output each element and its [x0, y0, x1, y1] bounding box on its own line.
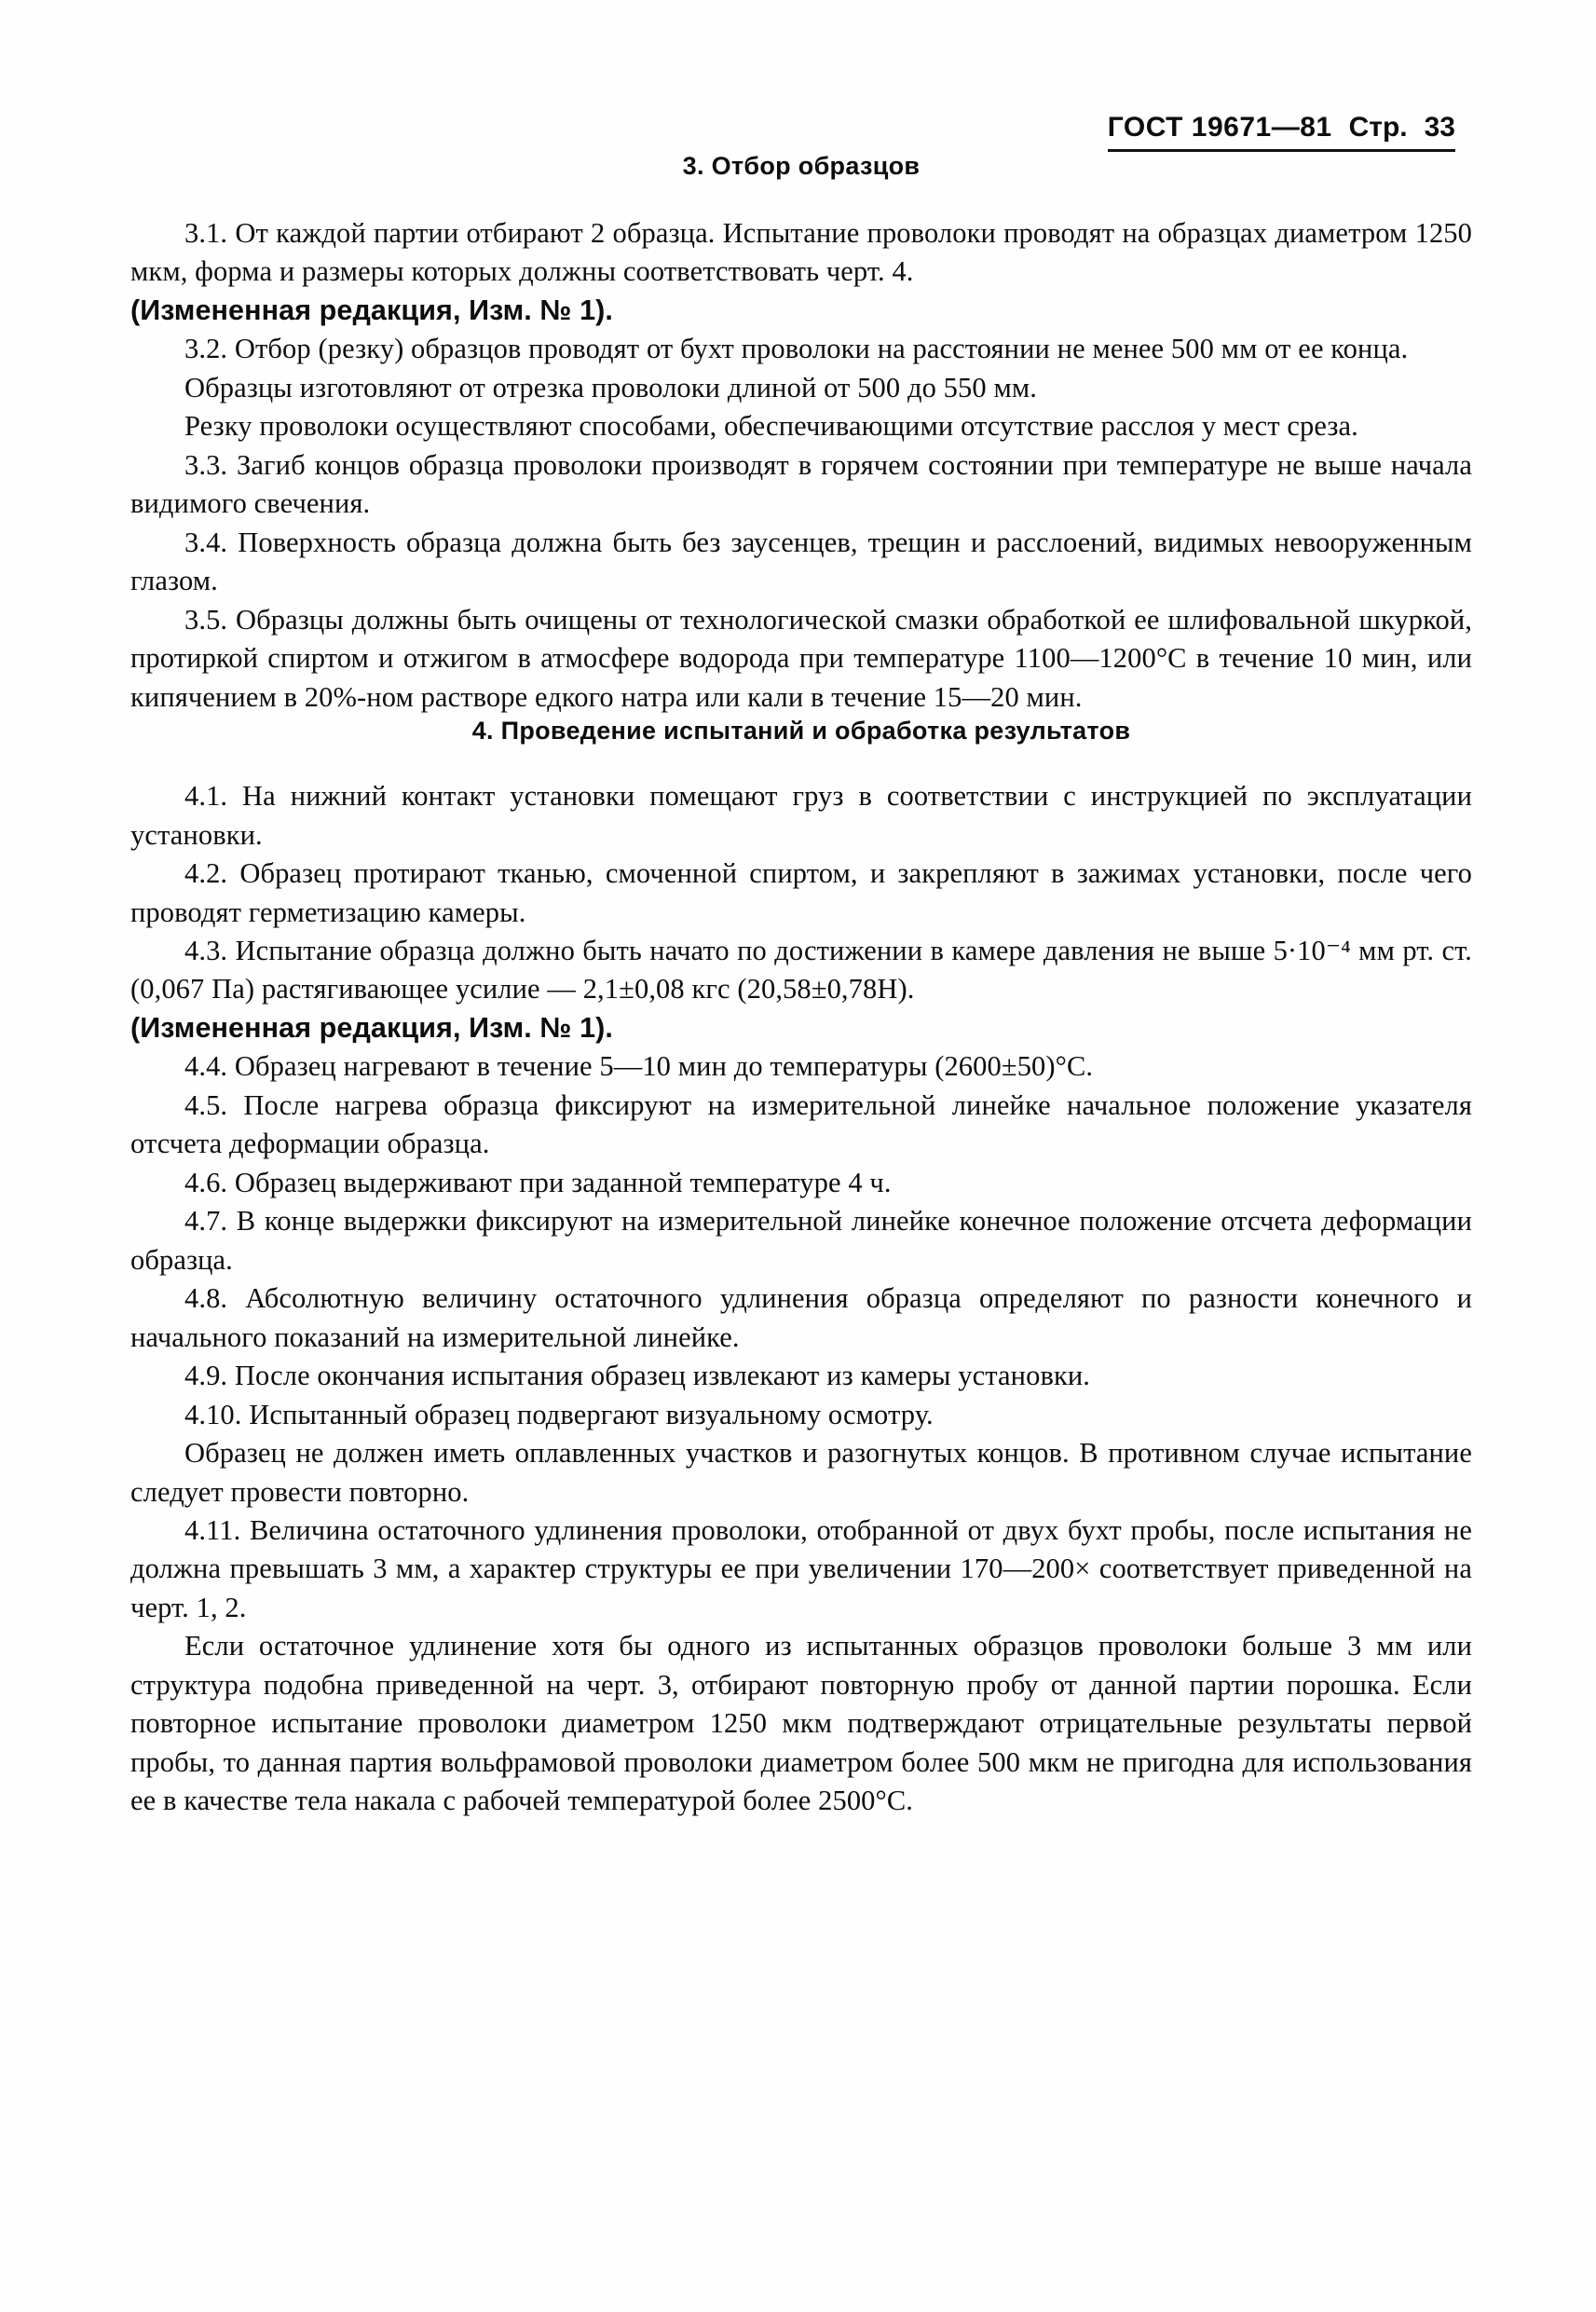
page-header-inner: [1108, 112, 1455, 152]
section-title-3: 3. Отбор образцов: [682, 152, 921, 180]
page-header: [130, 112, 1472, 152]
paragraph-4-8: 4.8. Абсолютную величину остаточного удлинения образца определяют по разности конечного и начального показаний на измерительной линейке.: [130, 1282, 1472, 1353]
paragraph-3-2a: Образцы изготовляют от отрезка проволоки длиной от 500 до 550 мм.: [184, 371, 1037, 404]
paragraph-3-1: 3.1. От каждой партии отбирают 2 образца. Испытание проволоки проводят на образцах диаметром 1250 мкм, форма и размеры которых должны соответствовать черт. 4.: [130, 217, 1472, 288]
page-number: 33: [1424, 112, 1455, 143]
paragraph-3-2b: Резку проволоки осуществляют способами, обеспечивающими отсутствие расслоя у мест среза.: [184, 410, 1358, 443]
paragraph-4-3: 4.3. Испытание образца должно быть начато по достижении в камере давления не выше 5·10⁻⁴ мм рт. ст. (0,067 Па) растягивающее усилие — 2,1±0,08 кгс (20,58±0,78Н).: [130, 934, 1472, 1006]
section-4-body: [130, 777, 1472, 1821]
paragraph-3-4: 3.4. Поверхность образца должна быть без заусенцев, трещин и расслоений, видимых невооруженным глазом.: [130, 526, 1472, 597]
paragraph-3-5: 3.5. Образцы должны быть очищены от технологической смазки обработкой ее шлифовальной шкуркой, протиркой спиртом и отжигом в атмосфере водорода при температуре 1100—1200°С в течение 10 мин, или кипячением в 20%-ном растворе едкого натра или кали в течение 15—20 мин.: [130, 603, 1472, 713]
standard-number: ГОСТ 19671—81: [1107, 112, 1332, 143]
section-3-body: [130, 214, 1472, 717]
paragraph-4-11a: Если остаточное удлинение хотя бы одного из испытанных образцов проволоки больше 3 мм или структура подобна приведенной на черт. 3, отбирают повторную пробу от данной партии порошка. Если повторное испытание проволоки диаметром 1250 мкм подтверждают отрицательные результаты первой пробы, то данная партия вольфрамовой проволоки диаметром более 500 мкм не пригодна для использования ее в качестве тела накала с рабочей температурой более 2500°С.: [130, 1630, 1472, 1817]
paragraph-4-9: 4.9. После окончания испытания образец извлекают из камеры установки.: [184, 1360, 1091, 1392]
paragraph-3-note-1: (Измененная редакция, Изм. № 1).: [130, 294, 613, 326]
paragraph-4-note-1: (Измененная редакция, Изм. № 1).: [130, 1011, 613, 1044]
paragraph-4-10a: Образец не должен иметь оплавленных участков и разогнутых концов. В противном случае испытание следует провести повторно.: [130, 1437, 1472, 1508]
page-label: Стр.: [1348, 112, 1408, 143]
section-title-4: 4. Проведение испытаний и обработка результатов: [471, 717, 1131, 746]
paragraph-4-11: 4.11. Величина остаточного удлинения проволоки, отобранной от двух бухт пробы, после испытания не должна превышать 3 мм, а характер структуры ее при увеличении 170—200× соответствует приведенной на черт. 1, 2.: [130, 1514, 1472, 1623]
paragraph-4-2: 4.2. Образец протирают тканью, смоченной спиртом, и закрепляют в зажимах установки, после чего проводят герметизацию камеры.: [130, 857, 1472, 928]
paragraph-3-3: 3.3. Загиб концов образца проволоки производят в горячем состоянии при температуре не выше начала видимого свечения.: [130, 448, 1472, 520]
paragraph-3-2: 3.2. Отбор (резку) образцов проводят от бухт проволоки на расстоянии не менее 500 мм от ее конца.: [184, 333, 1409, 365]
paragraph-4-6: 4.6. Образец выдерживают при заданной температуре 4 ч.: [184, 1166, 892, 1198]
paragraph-4-10: 4.10. Испытанный образец подвергают визуальному осмотру.: [184, 1398, 934, 1430]
page-content: [130, 112, 1472, 1821]
paragraph-4-4: 4.4. Образец нагревают в течение 5—10 мин до температуры (2600±50)°С.: [184, 1050, 1094, 1083]
paragraph-4-5: 4.5. После нагрева образца фиксируют на измерительной линейке начальное положение указателя отсчета деформации образца.: [130, 1088, 1472, 1160]
paragraph-4-7: 4.7. В конце выдержки фиксируют на измерительной линейке конечное положение отсчета деформации образца.: [130, 1205, 1472, 1276]
paragraph-4-1: 4.1. На нижний контакт установки помещают груз в соответствии с инструкцией по эксплуатации установки.: [130, 780, 1472, 851]
